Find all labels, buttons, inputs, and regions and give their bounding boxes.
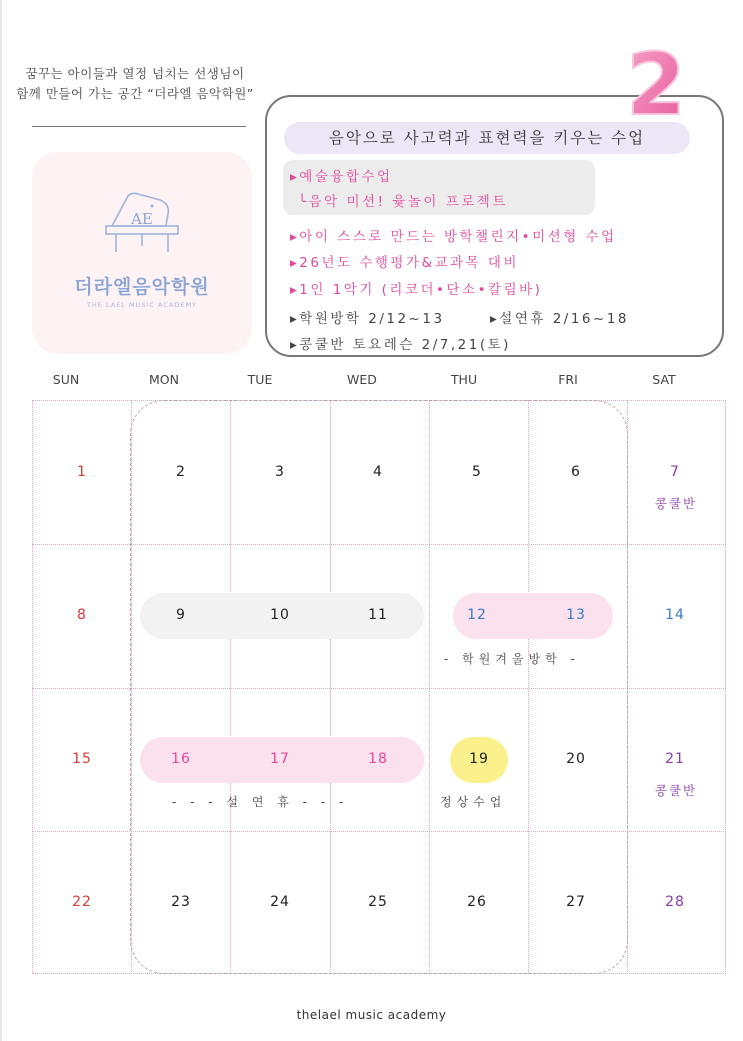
day-26: 26	[467, 894, 487, 910]
day-27: 27	[566, 894, 586, 910]
day-28: 28	[665, 894, 685, 910]
logo-mark-text: AE	[131, 210, 153, 228]
info-line-yut-project: ╰음악 미션! 윷놀이 프로젝트	[298, 194, 508, 210]
footer-brand: thelael music academy	[296, 1008, 447, 1022]
day-18: 18	[368, 751, 388, 767]
weekday-sun: SUN	[52, 372, 80, 387]
tagline-divider	[32, 126, 246, 127]
day-21: 21	[665, 751, 685, 767]
day-5: 5	[472, 464, 482, 480]
logo-name: 더라엘음악학원	[74, 276, 210, 298]
tagline-line-1: 꿈꾸는 아이들과 열정 넘치는 선생님이	[25, 66, 245, 81]
day-25: 25	[368, 894, 388, 910]
day-14: 14	[665, 607, 685, 623]
weekday-fri: FRI	[558, 372, 578, 387]
day-24: 24	[270, 894, 290, 910]
weekday-tue: TUE	[247, 372, 273, 387]
tagline	[10, 64, 260, 104]
day-6: 6	[571, 464, 581, 480]
note-contest-class-7: 콩쿨반	[654, 496, 698, 511]
day-16: 16	[171, 751, 191, 767]
piano-logo-icon	[102, 192, 182, 256]
info-line-instrument: ▸1인 1악기 (리코더•단소•칼림바)	[290, 282, 543, 298]
info-headline: 음악으로 사고력과 표현력을 키우는 수업	[284, 122, 690, 154]
note-contest-class-21: 콩쿨반	[654, 783, 698, 798]
day-8: 8	[77, 607, 87, 623]
day-4: 4	[373, 464, 383, 480]
note-seollal: - - - 설 연 휴 - - -	[172, 795, 349, 809]
day-11: 11	[368, 607, 388, 623]
day-15: 15	[72, 751, 92, 767]
note-regular-class: 정상수업	[440, 795, 507, 809]
info-line-challenge: ▸아이 스스로 만드는 방학챌린지•미션형 수업	[290, 229, 617, 245]
day-19: 19	[469, 751, 489, 767]
weekday-sat: SAT	[652, 372, 676, 387]
note-winter-break: - 학원겨울방학 -	[444, 652, 580, 666]
day-7: 7	[670, 464, 680, 480]
day-2: 2	[176, 464, 186, 480]
logo-subtitle: THE LAEL MUSIC ACADEMY	[86, 301, 198, 309]
day-22: 22	[72, 894, 92, 910]
info-line-assessment: ▸26년도 수행평가&교과목 대비	[290, 255, 520, 271]
day-12: 12	[467, 607, 487, 623]
day-13: 13	[566, 607, 586, 623]
info-line-art-fusion: ▸예술융합수업	[290, 169, 393, 185]
day-9: 9	[176, 607, 186, 623]
info-line-saturday: ▸콩쿨반 토요레슨 2/7,21(토)	[290, 337, 511, 353]
weekday-wed: WED	[347, 372, 377, 387]
day-23: 23	[171, 894, 191, 910]
day-3: 3	[275, 464, 285, 480]
day-17: 17	[270, 751, 290, 767]
tagline-line-2: 함께 만들어 가는 공간 “더라엘 음악학원”	[16, 86, 254, 101]
page-edge	[0, 0, 2, 1041]
weekday-mon: MON	[149, 372, 179, 387]
day-1: 1	[77, 464, 87, 480]
info-line-seollal: ▸설연휴 2/16~18	[490, 311, 629, 327]
weekday-thu: THU	[450, 372, 478, 387]
day-20: 20	[566, 751, 586, 767]
month-number-badge	[624, 46, 688, 122]
info-line-break: ▸학원방학 2/12~13	[290, 311, 445, 327]
weekday-frame	[130, 400, 628, 974]
logo-card	[32, 152, 252, 354]
month-number: 2	[626, 46, 686, 122]
day-10: 10	[270, 607, 290, 623]
